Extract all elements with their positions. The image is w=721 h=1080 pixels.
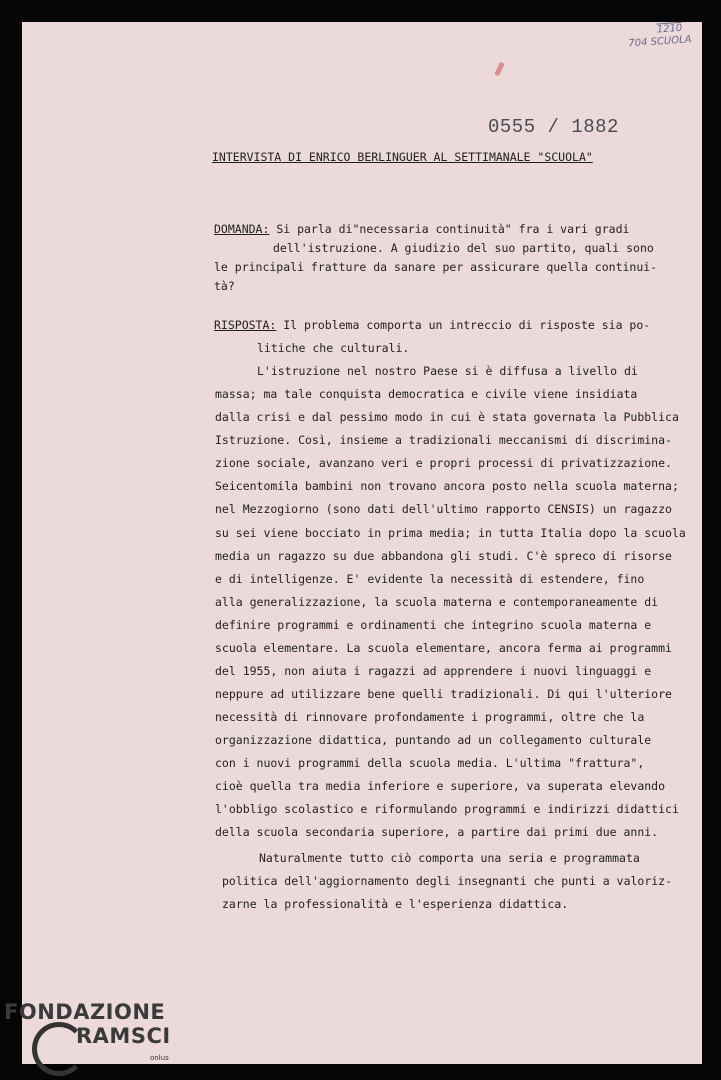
risposta-line: Naturalmente tutto ciò comporta una seria e programmata: [259, 851, 640, 865]
document-number: 0555 / 1882: [488, 116, 619, 138]
risposta-line: cioè quella tra media inferiore e superiore, va superata elevando: [215, 779, 666, 793]
risposta-line: su sei viene bocciato in prima media; in tutta Italia dopo la scuola: [215, 526, 686, 540]
risposta-line: alla generalizzazione, la scuola materna e contemporaneamente di: [215, 595, 659, 609]
risposta-line: del 1955, non aiuta i ragazzi ad apprendere i nuovi linguaggi e: [215, 664, 652, 678]
risposta-line: dalla crisi e dal pessimo modo in cui è stata governata la Pubblica: [215, 410, 679, 424]
risposta-line: della scuola secondaria superiore, a partire dai primi due anni.: [215, 825, 659, 839]
risposta-line: zarne la professionalità e l'esperienza didattica.: [222, 897, 569, 911]
risposta-line: media un ragazzo su due abbandona gli studi. C'è spreco di risorse: [215, 549, 672, 563]
risposta-line: Istruzione. Così, insieme a tradizionali meccanismi di discrimina-: [215, 433, 672, 447]
domanda-line: dell'istruzione. A giudizio del suo partito, quali sono: [273, 241, 654, 255]
domanda-label: DOMANDA:: [214, 222, 270, 236]
risposta-line: organizzazione didattica, puntando ad un collegamento culturale: [215, 733, 652, 747]
risposta-line: con i nuovi programmi della scuola media. L'ultima "frattura",: [215, 756, 645, 770]
risposta-line: nel Mezzogiorno (sono dati dell'ultimo rapporto CENSIS) un ragazzo: [215, 502, 672, 516]
risposta-line: massa; ma tale conquista democratica e civile viene insidiata: [215, 387, 638, 401]
risposta-line: e di intelligenze. E' evidente la necessità di estendere, fino: [215, 572, 645, 586]
risposta-line: zione sociale, avanzano veri e propri processi di privatizzazione.: [215, 456, 672, 470]
risposta-line: RISPOSTA: Il problema comporta un intreccio di risposte sia po-: [214, 318, 651, 332]
risposta-line: definire programmi e ordinamenti che integrino scuola materna e: [215, 618, 652, 632]
risposta-line: L'istruzione nel nostro Paese si è diffusa a livello di: [257, 364, 638, 378]
fondazione-gramsci-logo: FONDAZIONE RAMSCI onlus: [4, 1000, 184, 1080]
domanda-line: le principali fratture da sanare per assicurare quella continui-: [214, 260, 658, 274]
handwritten-archive-note: 1210 704 SCUOLA: [628, 22, 692, 50]
domanda-line: tà?: [214, 279, 235, 293]
risposta-line: scuola elementare. La scuola elementare, ancora ferma ai programmi: [215, 641, 672, 655]
risposta-line: litiche che culturali.: [257, 341, 410, 355]
risposta-label: RISPOSTA:: [214, 318, 277, 332]
domanda-line: DOMANDA: Si parla di"necessaria continuità" fra i vari gradi: [214, 222, 630, 236]
document-title: INTERVISTA DI ENRICO BERLINGUER AL SETTIMANALE "SCUOLA": [212, 150, 593, 164]
risposta-line: Seicentomila bambini non trovano ancora posto nella scuola materna;: [215, 479, 679, 493]
risposta-line: neppure ad utilizzare bene quelli tradizionali. Di qui l'ulteriore: [215, 687, 672, 701]
risposta-line: necessità di rinnovare profondamente i programmi, oltre che la: [215, 710, 645, 724]
risposta-line: l'obbligo scolastico e riformulando programmi e indirizzi didattici: [215, 802, 679, 816]
risposta-line: politica dell'aggiornamento degli insegnanti che punti a valoriz-: [222, 874, 673, 888]
